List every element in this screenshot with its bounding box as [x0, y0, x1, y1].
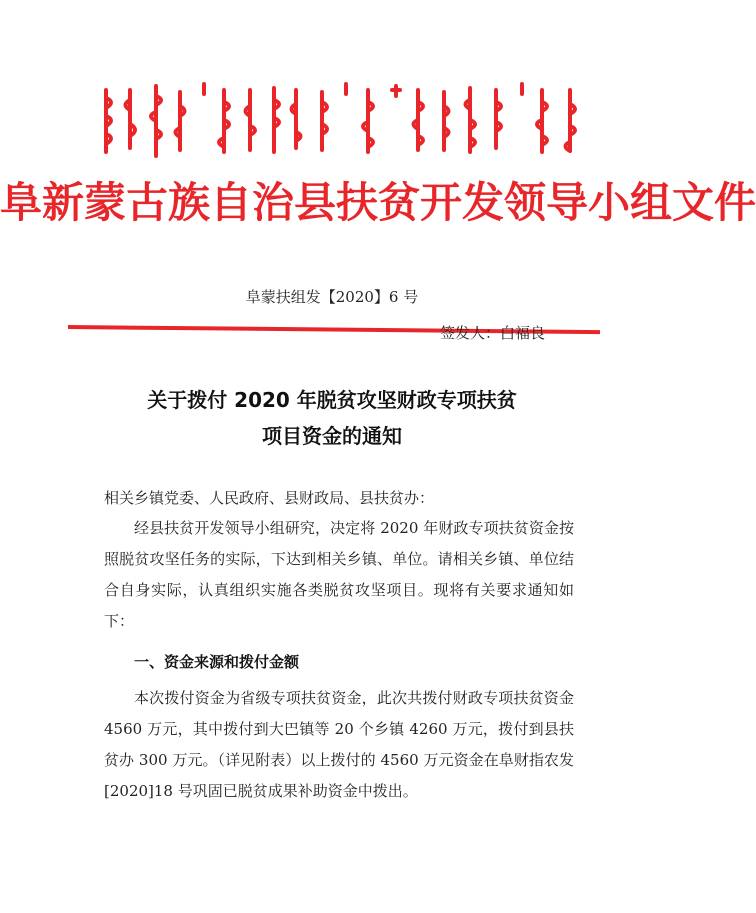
body-paragraph-2: 本次拨付资金为省级专项扶贫资金，此次共拨付财政专项扶贫资金 4560 万元，其中拨付到大巴镇等 20 个乡镇 4260 万元，拨付到县扶贫办 300 万元。（详见附表）以上拨付的 4560 万元资金在阜财指农发[2020]18 号巩固已脱贫成果补助资金中拨出。 — [104, 689, 574, 800]
notice-title-line-2: 项目资金的通知 — [262, 424, 402, 448]
body-paragraph-1: 经县扶贫开发领导小组研究，决定将 2020 年财政专项扶贫资金按照脱贫攻坚任务的实际，下达到相关乡镇、单位。请相关乡镇、单位结合自身实际，认真组织实施各类脱贫攻坚项目。现将有关要求通知如下： — [104, 519, 574, 630]
section-heading-1: 一、资金来源和拨付金额 — [134, 653, 300, 671]
notice-title-line-1: 关于拨付 2020 年脱贫攻坚财政专项扶贫 — [147, 388, 517, 412]
document-number: 阜蒙扶组发【2020】6 号 — [245, 288, 419, 306]
signer-label: 签发人：白福良 — [440, 324, 546, 342]
salutation: 相关乡镇党委、人民政府、县财政局、县扶贫办： — [104, 489, 435, 507]
org-header-title: 阜新蒙古族自治县扶贫开发领导小组文件 — [0, 178, 756, 227]
mongolian-script-header — [96, 76, 586, 164]
